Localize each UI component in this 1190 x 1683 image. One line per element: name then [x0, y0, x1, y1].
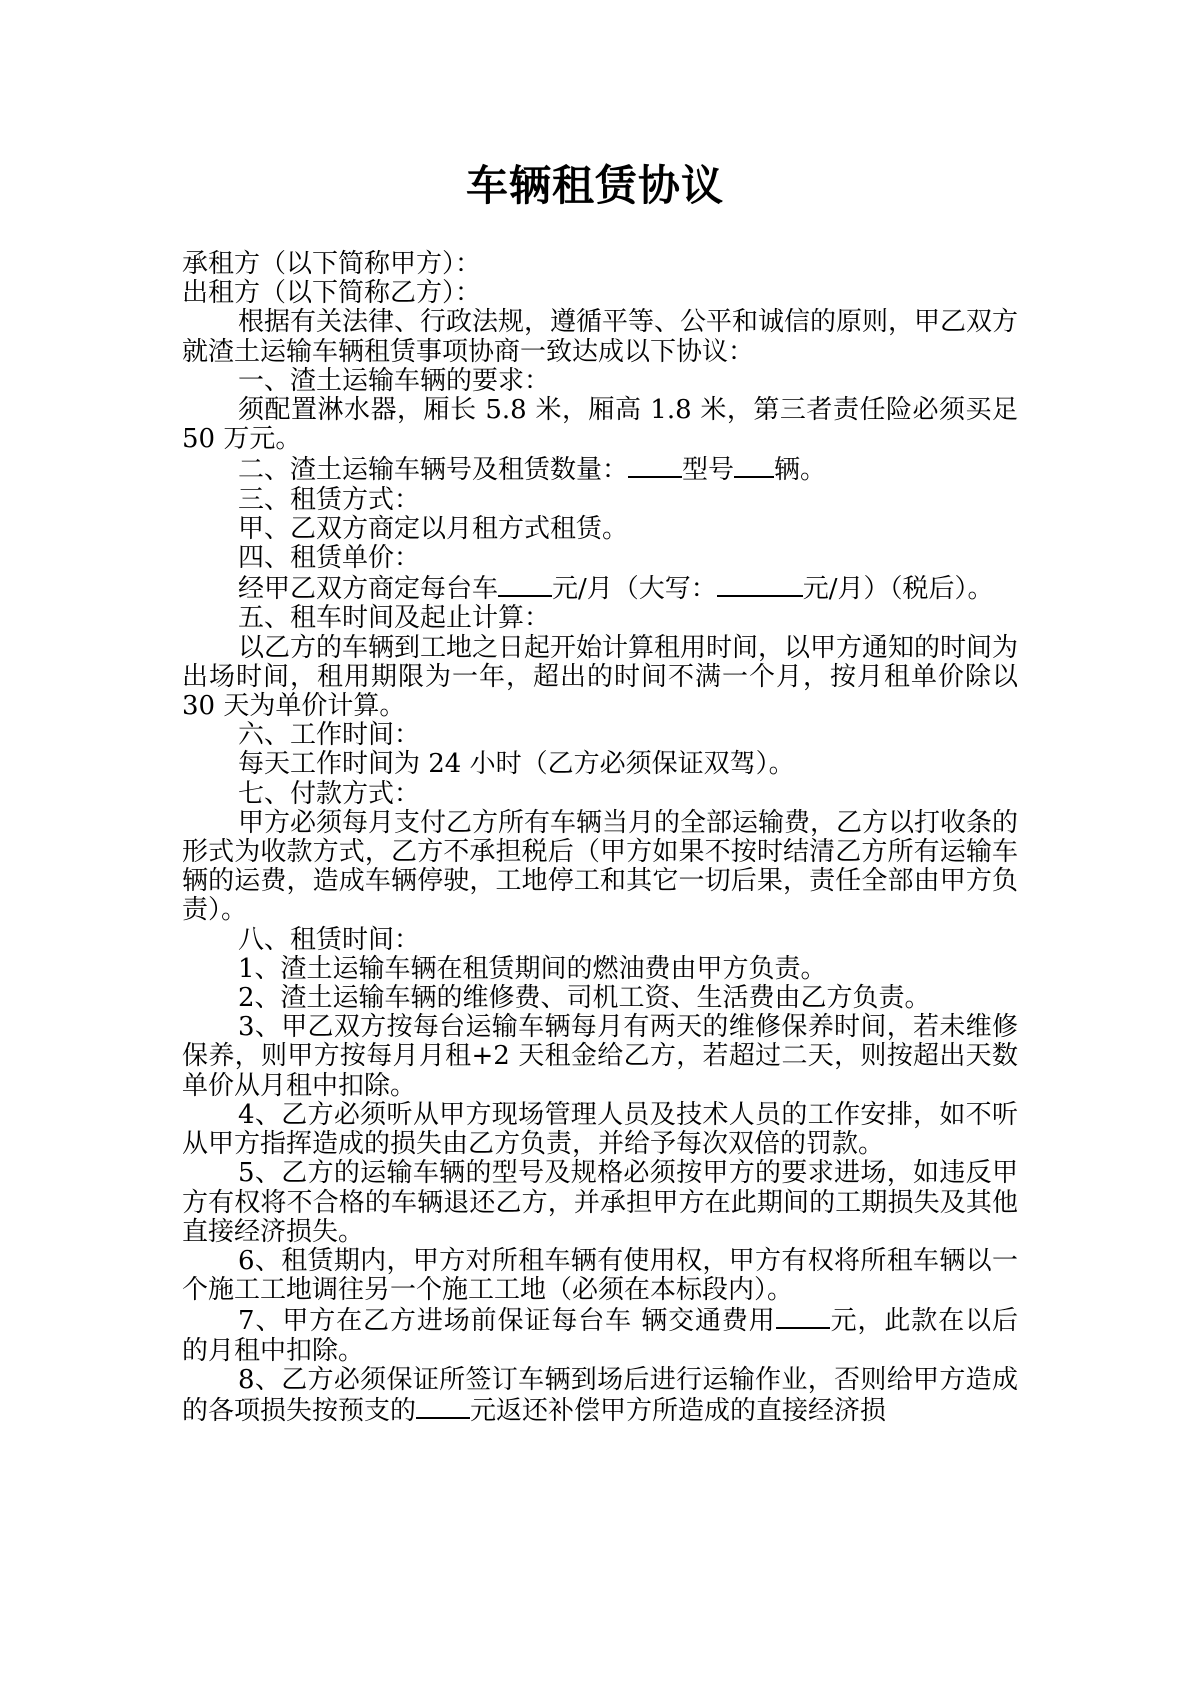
section-4-text-c: 元/月）（税后）。 [802, 574, 994, 605]
section-5-body: 以乙方的车辆到工地之日起开始计算租用时间，以甲方通知的时间为出场时间，租用期限为一年，超出的时间不满一个月，按月租单价除以 30 天为单价计算。 [182, 632, 1019, 722]
intro-paragraph: 根据有关法律、行政法规，遵循平等、公平和诚信的原则，甲乙双方就渣土运输车辆租赁事项协商一致达成以下协议： [182, 307, 1019, 367]
section-8-item-8-text-a: 8、乙方必须保证所签订车辆到场后进行运输作业，否则给甲方造成的各项损失按预支的 [182, 1364, 1018, 1426]
section-7-body: 甲方必须每月支付乙方所有车辆当月的全部运输费，乙方以打收条的形式为收款方式，乙方不承担税后（甲方如果不按时结清乙方所有运输车辆的运费，造成车辆停驶，工地停工和其它一切后果，责任全部由甲方负责）。 [182, 807, 1019, 926]
document-title: 车辆租赁协议 [465, 161, 724, 210]
section-2-text-a: 二、渣土运输车辆号及租赁数量： [238, 455, 629, 486]
section-8-item-7-text-b: 元，此款在以后的月租中扣除。 [182, 1306, 1018, 1366]
advance-amount-blank [416, 1395, 470, 1419]
section-2-text-c: 辆。 [774, 455, 827, 486]
section-4-text-a: 经甲乙双方商定每台车 [238, 574, 499, 605]
section-8-heading: 八、租赁时间： [238, 924, 421, 955]
section-8-item-7-text-a: 7、甲方在乙方进场前保证每台车 辆交通费用 [238, 1306, 776, 1337]
section-7-heading: 七、付款方式： [238, 778, 421, 809]
section-2-text-b: 型号 [682, 455, 735, 486]
section-8-item-7 [182, 1305, 1018, 1365]
section-1-body: 须配置淋水器，厢长 5.8 米，厢高 1.8 米，第三者责任险必须买足 50 万元。 [182, 395, 1018, 455]
section-4-body [182, 573, 1018, 604]
lessee-line: 承租方（以下简称甲方）： [182, 249, 482, 279]
section-8-item-8 [182, 1366, 1018, 1426]
lessor-line: 出租方（以下简称乙方）： [182, 278, 482, 309]
vehicle-number-blank [628, 454, 682, 478]
section-8-item-5: 5、乙方的运输车辆的型号及规格必须按甲方的要求进场，如违反甲方有权将不合格的车辆退还乙方，并承担甲方在此期间的工期损失及其他直接经济损失。 [182, 1158, 1018, 1247]
section-5-heading: 五、租车时间及起止计算： [238, 603, 551, 634]
section-1-heading: 一、渣土运输车辆的要求： [238, 365, 551, 396]
section-4-text-b: 元/月（大写： [552, 574, 717, 605]
section-8-item-3: 3、甲乙双方按每台运输车辆每月有两天的维修保养时间，若未维修保养，则甲方按每月月租+2 天租金给乙方，若超过二天，则按超出天数单价从月租中扣除。 [182, 1012, 1018, 1101]
unit-price-words-blank [717, 573, 803, 597]
unit-price-blank [498, 573, 552, 597]
section-6-body: 每天工作时间为 24 小时（乙方必须保证双驾）。 [238, 749, 795, 780]
section-8-item-1: 1、渣土运输车辆在租赁期间的燃油费由甲方负责。 [238, 953, 827, 984]
section-4-heading: 四、租赁单价： [238, 543, 421, 574]
section-2-line [182, 454, 1018, 485]
transport-fee-blank [776, 1305, 830, 1329]
section-8-item-6: 6、租赁期内，甲方对所租车辆有使用权，甲方有权将所租车辆以一个施工工地调往另一个施工工地（必须在本标段内）。 [182, 1245, 1018, 1306]
section-3-heading: 三、租赁方式： [238, 484, 421, 515]
document-body [182, 250, 1018, 1426]
vehicle-count-blank [734, 454, 774, 478]
section-8-item-4: 4、乙方必须听从甲方现场管理人员及技术人员的工作安排，如不听从甲方指挥造成的损失由乙方负责，并给予每次双倍的罚款。 [182, 1099, 1018, 1160]
section-6-heading: 六、工作时间： [238, 720, 421, 751]
section-8-item-8-text-b: 元返还补偿甲方所造成的直接经济损 [470, 1395, 887, 1426]
section-8-item-2: 2、渣土运输车辆的维修费、司机工资、生活费由乙方负责。 [238, 983, 931, 1014]
section-3-body: 甲、乙双方商定以月租方式租赁。 [238, 513, 629, 544]
